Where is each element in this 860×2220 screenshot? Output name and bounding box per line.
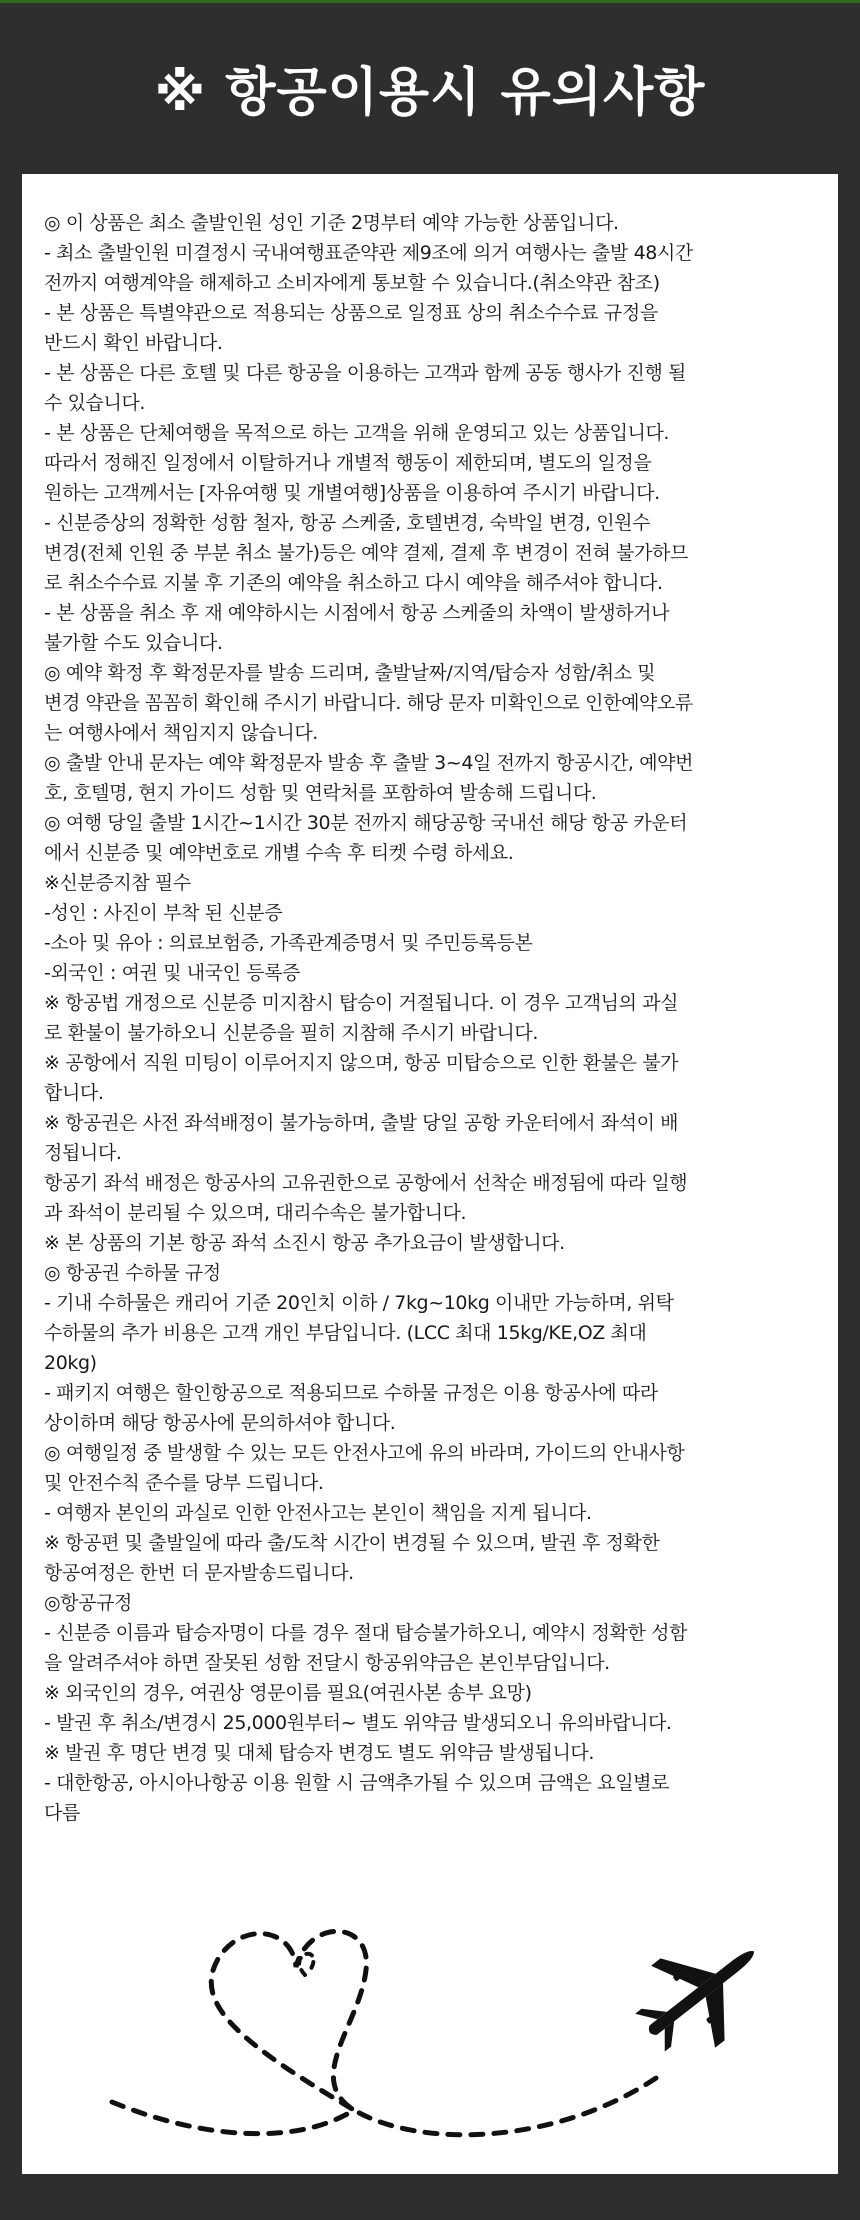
notice-line: ※ 외국인의 경우, 여권상 영문이름 필요(여권사본 송부 요망) [44,1682,532,1704]
notice-line: ※ 본 상품의 기본 항공 좌석 소진시 항공 추가요금이 발생합니다. [44,1232,565,1254]
notice-line: 및 안전수칙 준수를 당부 드립니다. [44,1472,324,1494]
notice-line: 로 취소수수료 지불 후 기존의 예약을 취소하고 다시 예약을 해주셔야 합니다. [44,572,663,594]
notice-line: -소아 및 유아 : 의료보험증, 가족관계증명서 및 주민등록등본 [44,932,533,954]
notice-line: 합니다. [44,1082,104,1104]
notice-text-block [44,208,820,1828]
notice-line: - 패키지 여행은 할인항공으로 적용되므로 수하물 규정은 이용 항공사에 따라 [44,1382,658,1404]
notice-line: 따라서 정해진 일정에서 이탈하거나 개별적 행동이 제한되며, 별도의 일정을 [44,452,652,474]
notice-line: 과 좌석이 분리될 수 있으며, 대리수속은 불가합니다. [44,1202,467,1224]
notice-line: ◎ 이 상품은 최소 출발인원 성인 기준 2명부터 예약 가능한 상품입니다. [44,212,619,234]
notice-line: 항공여정은 한번 더 문자발송드립니다. [44,1562,354,1584]
notice-line: 상이하며 해당 항공사에 문의하셔야 합니다. [44,1412,396,1434]
notice-line: ※ 항공편 및 출발일에 따라 출/도착 시간이 변경될 수 있으며, 발권 후 정확한 [44,1532,660,1554]
notice-line: 정됩니다. [44,1142,122,1164]
notice-line: 로 환불이 불가하오니 신분증을 필히 지참해 주시기 바랍니다. [44,1022,538,1044]
top-accent-line [0,0,860,3]
notice-line: 수하물의 추가 비용은 고객 개인 부담입니다. (LCC 최대 15kg/KE,OZ 최대 [44,1322,647,1344]
notice-line: - 최소 출발인원 미결정시 국내여행표준약관 제9조에 의거 여행사는 출발 48시간 [44,242,693,264]
dashed-heart-path-icon [112,1931,662,2134]
notice-panel [22,174,838,2174]
notice-line: ◎ 예약 확정 후 확정문자를 발송 드리며, 출발날짜/지역/탑승자 성함/취소 및 [44,662,656,684]
notice-line: - 여행자 본인의 과실로 인한 안전사고는 본인이 책임을 지게 됩니다. [44,1502,592,1524]
notice-line: 항공기 좌석 배정은 항공사의 고유권한으로 공항에서 선착순 배정됨에 따라 일행 [44,1172,688,1194]
notice-line: 다름 [44,1802,80,1824]
notice-line: ※ 공항에서 직원 미팅이 이루어지지 않으며, 항공 미탑승으로 인한 환불은 불가 [44,1052,679,1074]
dashed-trail-icon [299,1954,313,1975]
notice-line: -성인 : 사진이 부착 된 신분증 [44,902,283,924]
notice-line: ※ 발권 후 명단 변경 및 대체 탑승자 변경도 별도 위약금 발생됩니다. [44,1742,594,1764]
notice-line: 20kg) [44,1352,97,1374]
notice-line: 호, 호텔명, 현지 가이드 성함 및 연락처를 포함하여 발송해 드립니다. [44,782,597,804]
notice-line: ◎ 출발 안내 문자는 예약 확정문자 발송 후 출발 3~4일 전까지 항공시간, 예약번 [44,752,694,774]
notice-line: 불가할 수도 있습니다. [44,632,223,654]
notice-line: ◎항공규정 [44,1592,132,1614]
notice-line: - 대한항공, 아시아나항공 이용 원할 시 금액추가될 수 있으며 금액은 요일별로 [44,1772,670,1794]
page-title: ※ 항공이용시 유의사항 [154,63,706,123]
notice-line: - 신분증 이름과 탑승자명이 다를 경우 절대 탑승불가하오니, 예약시 정확한 성함 [44,1622,688,1644]
notice-line: 전까지 여행계약을 해제하고 소비자에게 통보할 수 있습니다.(취소약관 참조) [44,272,660,294]
notice-line: 반드시 확인 바랍니다. [44,332,223,354]
notice-line: - 기내 수하물은 캐리어 기준 20인치 이하 / 7kg~10kg 이내만 가능하며, 위탁 [44,1292,674,1314]
airplane-icon [618,1910,786,2073]
notice-line: 변경 약관을 꼼꼼히 확인해 주시기 바랍니다. 해당 문자 미확인으로 인한예약오류 [44,692,693,714]
notice-line: - 신분증상의 정확한 성함 철자, 항공 스케줄, 호텔변경, 숙박일 변경, 인원수 [44,512,651,534]
notice-line: 에서 신분증 및 예약번호로 개별 수속 후 티켓 수령 하세요. [44,842,514,864]
notice-line: ※ 항공권은 사전 좌석배정이 불가능하며, 출발 당일 공항 카운터에서 좌석이 배 [44,1112,679,1134]
notice-line: - 본 상품은 다른 호텔 및 다른 항공을 이용하는 고객과 함께 공동 행사가 진행 될 [44,362,686,384]
notice-line: ※ 항공법 개정으로 신분증 미지참시 탑승이 거절됩니다. 이 경우 고객님의 과실 [44,992,679,1014]
notice-line: - 본 상품은 특별약관으로 적용되는 상품으로 일정표 상의 취소수수료 규정을 [44,302,658,324]
notice-line: - 발권 후 취소/변경시 25,000원부터~ 별도 위약금 발생되오니 유의바랍니다. [44,1712,672,1734]
notice-line: 원하는 고객께서는 [자유여행 및 개별여행]상품을 이용하여 주시기 바랍니다. [44,482,660,504]
notice-line: ◎ 항공권 수하물 규정 [44,1262,221,1284]
notice-line: 수 있습니다. [44,392,146,414]
flight-heart-illustration [92,1874,792,2154]
notice-line: - 본 상품은 단체여행을 목적으로 하는 고객을 위해 운영되고 있는 상품입니다. [44,422,670,444]
notice-line: ◎ 여행 당일 출발 1시간~1시간 30분 전까지 해당공항 국내선 해당 항공 카운터 [44,812,688,834]
notice-line: 을 알려주셔야 하면 잘못된 성함 전달시 항공위약금은 본인부담입니다. [44,1652,610,1674]
notice-line: ※신분증지참 필수 [44,872,191,894]
notice-line: 변경(전체 인원 중 부분 취소 불가)등은 예약 결제, 결제 후 변경이 전혀 불가하므 [44,542,688,564]
notice-line: - 본 상품을 취소 후 재 예약하시는 시점에서 항공 스케줄의 차액이 발생하거나 [44,602,670,624]
notice-line: -외국인 : 여권 및 내국인 등록증 [44,962,301,984]
notice-line: ◎ 여행일정 중 발생할 수 있는 모든 안전사고에 유의 바라며, 가이드의 안내사항 [44,1442,685,1464]
notice-line: 는 여행사에서 책임지지 않습니다. [44,722,318,744]
